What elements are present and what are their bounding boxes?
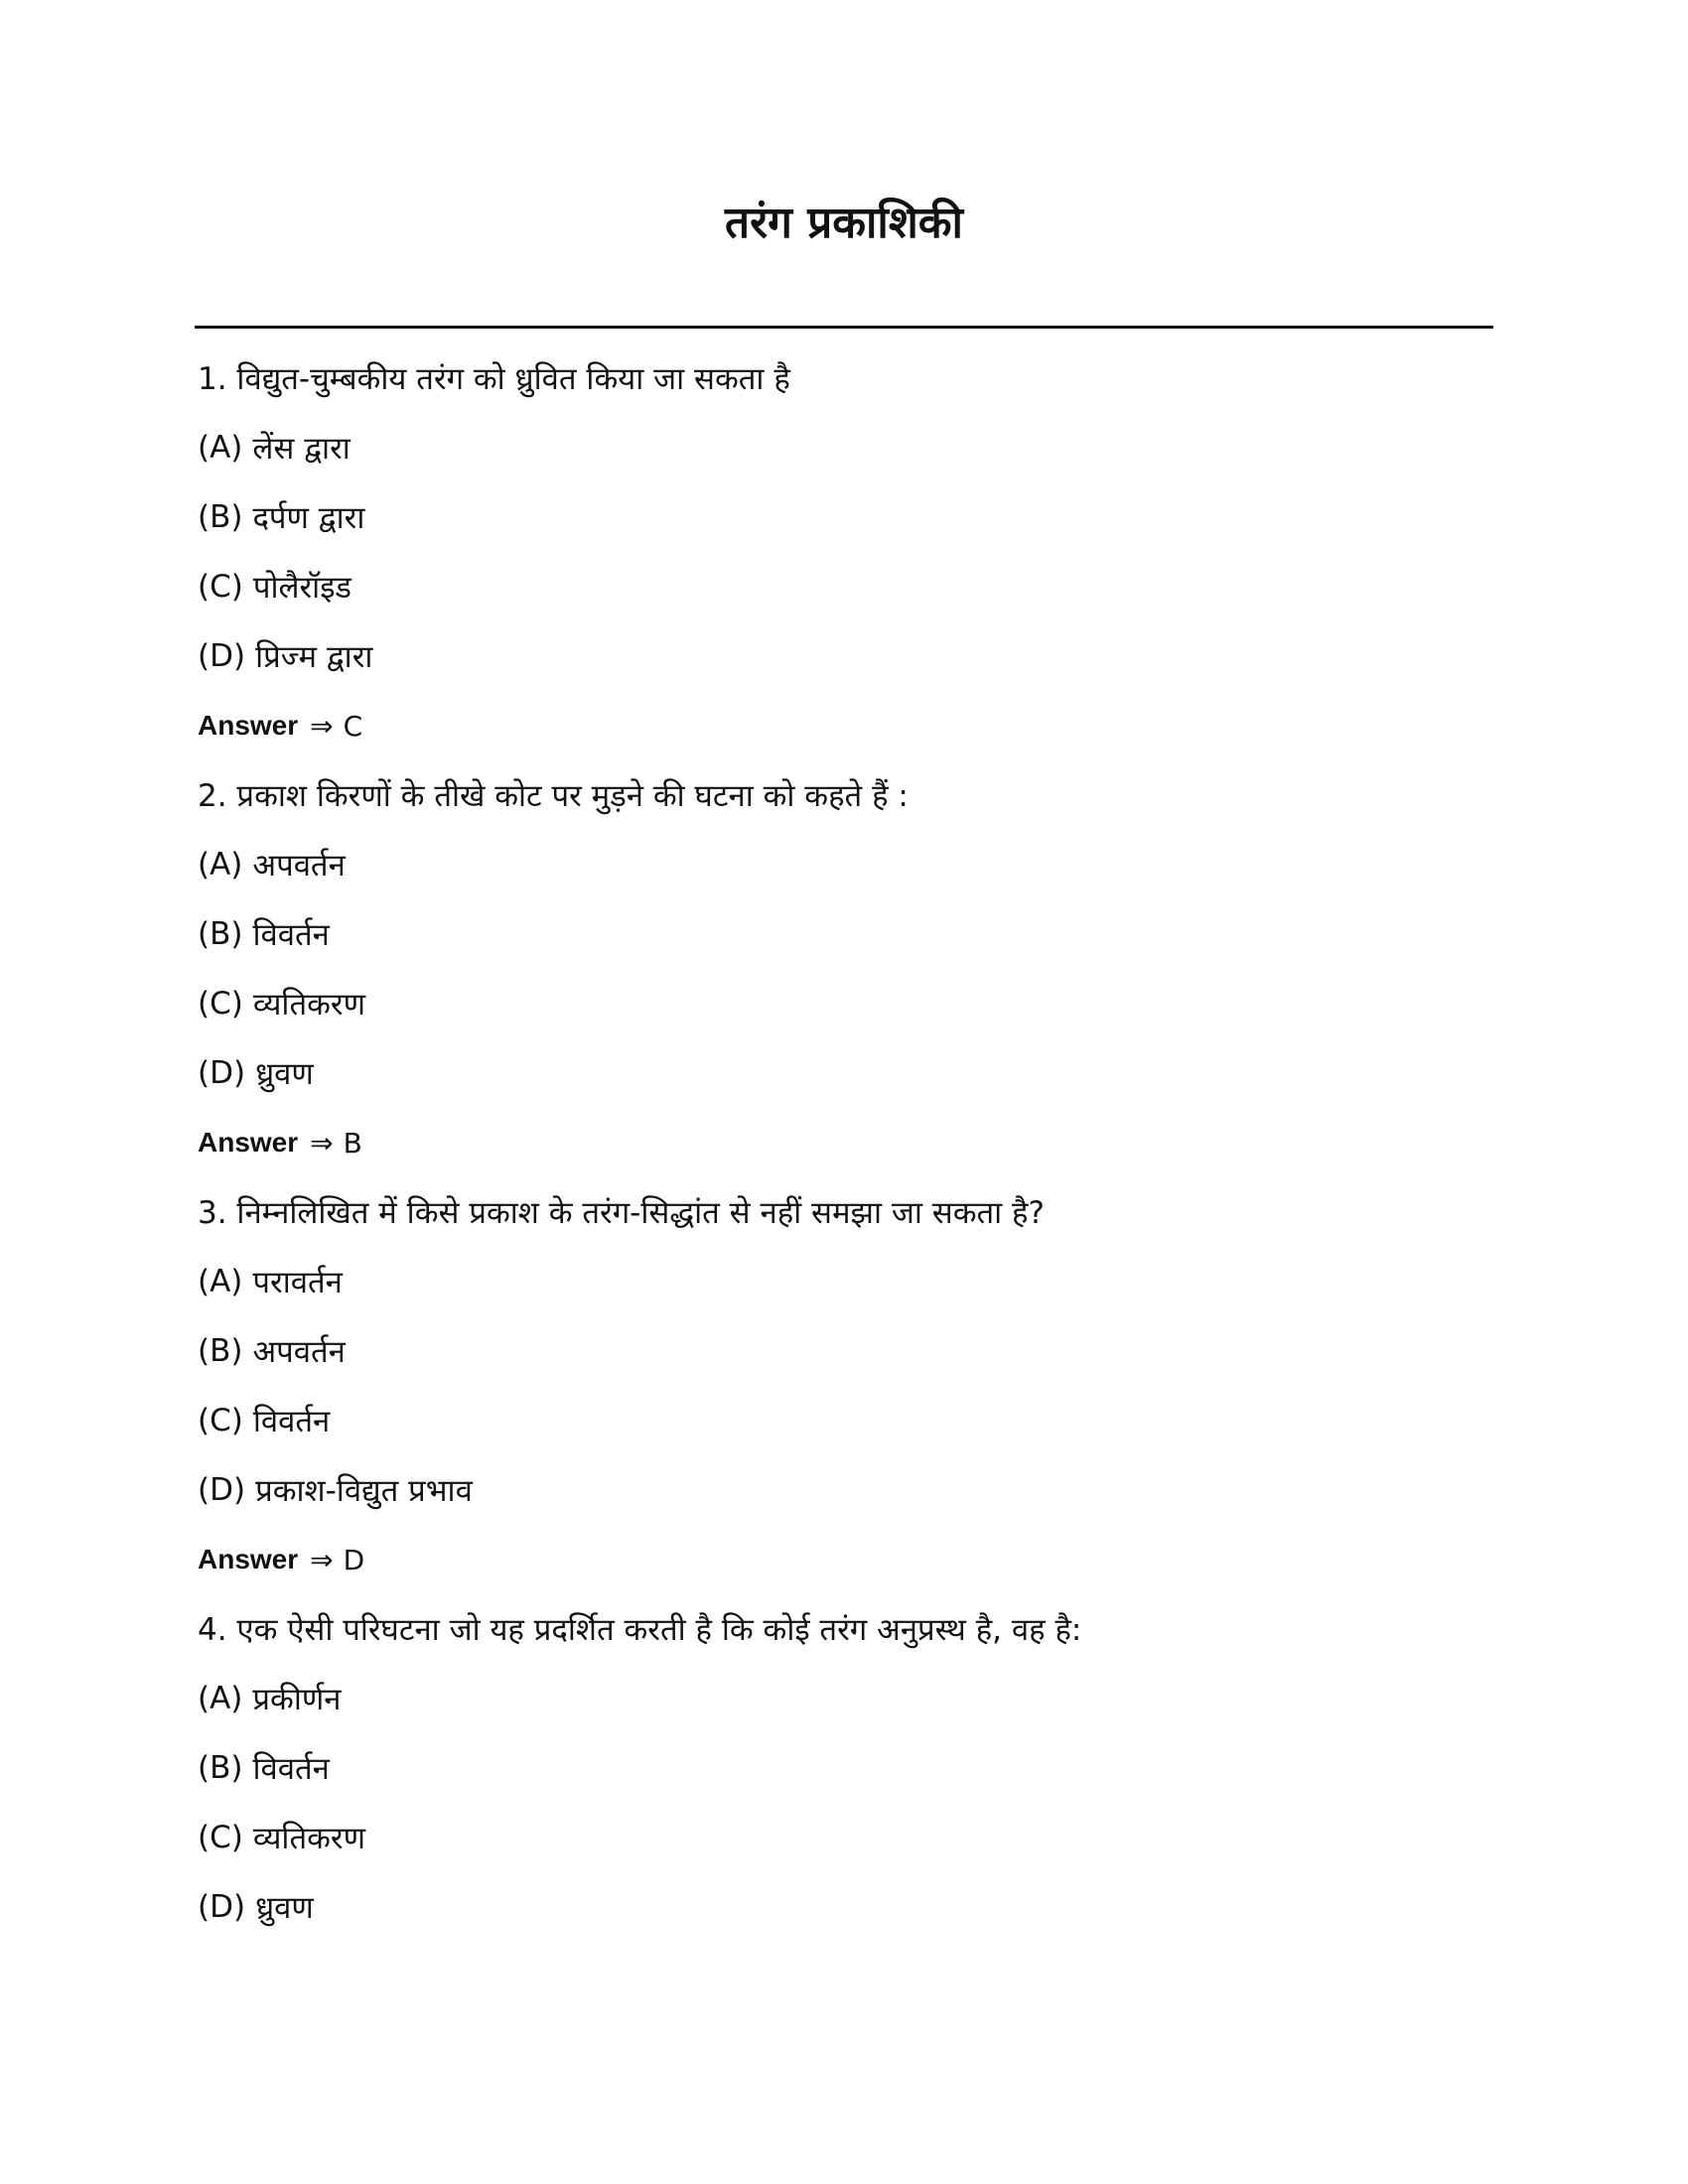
option — [198, 1038, 1488, 1108]
question-list — [198, 343, 1488, 1942]
option-text: पोलैरॉइड — [252, 570, 352, 606]
option — [198, 830, 1488, 899]
option — [198, 552, 1488, 621]
option — [198, 621, 1488, 691]
option-text: अपवर्तन — [252, 848, 346, 884]
option — [198, 969, 1488, 1038]
option-letter: (D) — [198, 1889, 246, 1925]
answer-value: D — [343, 1543, 365, 1576]
option-text: ध्रुवण — [255, 1056, 314, 1092]
option-text: प्रकीर्णन — [252, 1682, 342, 1717]
option-text: परावर्तन — [252, 1265, 343, 1300]
option-text: प्रकाश-विद्युत प्रभाव — [255, 1473, 473, 1509]
option — [198, 413, 1488, 482]
option-letter: (A) — [198, 1681, 243, 1716]
option-text: व्यतिकरण — [252, 987, 366, 1023]
answer-label: Answer — [198, 1544, 299, 1574]
answer-arrow-icon: ⇒ — [310, 709, 334, 743]
option-letter: (D) — [198, 638, 246, 674]
option-text: विवर्तन — [252, 917, 330, 953]
question-text: 1. विद्युत-चुम्बकीय तरंग को ध्रुवित किया जा सकता है — [198, 361, 790, 397]
option-letter: (D) — [198, 1472, 246, 1508]
answer-value: C — [343, 709, 363, 743]
answer-label: Answer — [198, 1127, 299, 1158]
option — [198, 899, 1488, 969]
option-letter: (C) — [198, 1820, 243, 1855]
answer-arrow-icon: ⇒ — [310, 1126, 334, 1160]
option-letter: (C) — [198, 1403, 243, 1438]
option-letter: (B) — [198, 499, 243, 535]
option — [198, 1247, 1488, 1316]
question-text: 3. निम्नलिखित में किसे प्रकाश के तरंग-सिद्धांत से नहीं समझा जा सकता है? — [198, 1195, 1045, 1231]
answer-label: Answer — [198, 710, 299, 741]
option-letter: (C) — [198, 986, 243, 1022]
option-letter: (A) — [198, 1264, 243, 1299]
option-letter: (A) — [198, 430, 243, 466]
question-text: 2. प्रकाश किरणों के तीखे कोट पर मुड़ने की घटना को कहते हैं : — [198, 778, 909, 814]
option-letter: (A) — [198, 847, 243, 883]
option-text: प्रिज्म द्वारा — [255, 639, 373, 675]
option — [198, 482, 1488, 552]
option — [198, 1316, 1488, 1386]
option — [198, 1386, 1488, 1455]
option-text: दर्पण द्वारा — [252, 500, 365, 536]
answer-value: B — [343, 1126, 362, 1160]
option — [198, 1455, 1488, 1525]
option-text: अपवर्तन — [252, 1334, 346, 1370]
option-letter: (B) — [198, 1750, 243, 1786]
option — [198, 1803, 1488, 1872]
title-divider — [195, 326, 1493, 329]
option-text: विवर्तन — [252, 1404, 331, 1439]
answer-arrow-icon: ⇒ — [310, 1543, 334, 1576]
option-letter: (D) — [198, 1055, 246, 1091]
option-text: विवर्तन — [252, 1751, 330, 1787]
option-letter: (B) — [198, 1333, 243, 1369]
page-title: तरंग प्रकाशिकी — [725, 198, 963, 248]
option-text: व्यतिकरण — [252, 1821, 366, 1856]
option — [198, 1733, 1488, 1803]
answer-line — [198, 1525, 1488, 1594]
option — [198, 1872, 1488, 1942]
option-letter: (C) — [198, 569, 243, 605]
answer-line — [198, 691, 1488, 760]
question-text: 4. एक ऐसी परिघटना जो यह प्रदर्शित करती है कि कोई तरंग अनुप्रस्थ है, वह है: — [198, 1612, 1082, 1648]
answer-line — [198, 1108, 1488, 1177]
option — [198, 1664, 1488, 1733]
option-text: लेंस द्वारा — [252, 431, 351, 467]
option-text: ध्रुवण — [255, 1890, 314, 1926]
option-letter: (B) — [198, 916, 243, 952]
